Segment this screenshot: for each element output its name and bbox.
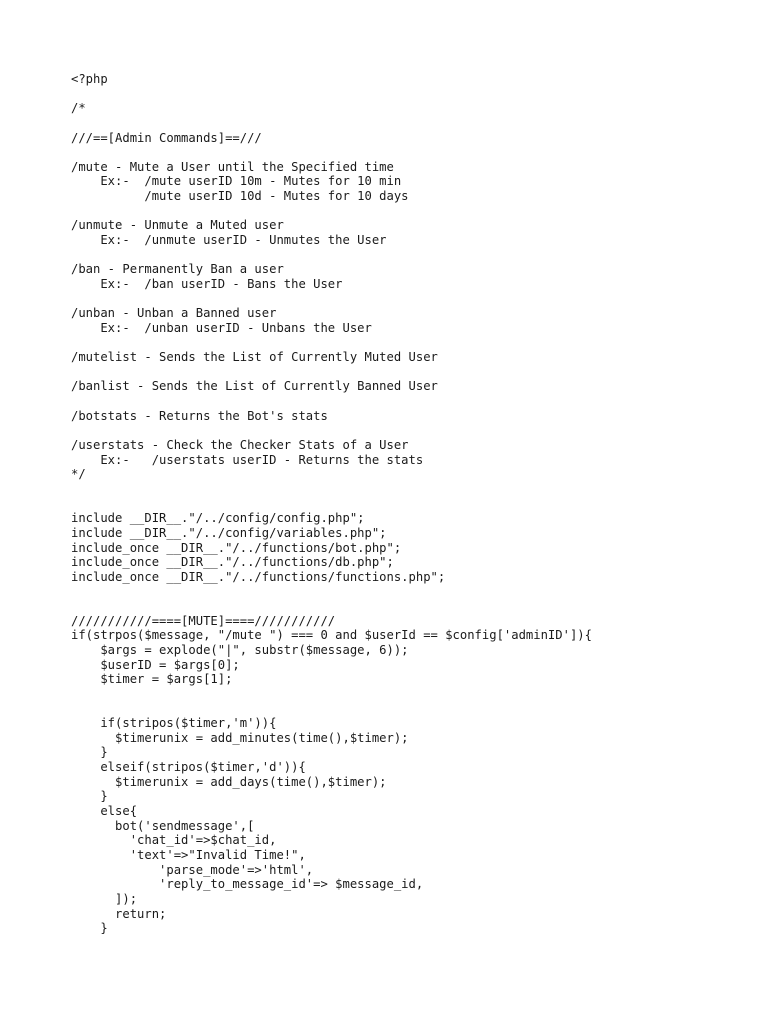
code-line xyxy=(71,87,592,102)
code-line xyxy=(71,204,592,219)
code-line: include_once __DIR__."/../functions/bot.php"; xyxy=(71,540,402,555)
code-line: ]); xyxy=(71,891,138,906)
code-line: ///////////====[MUTE]====/////////// xyxy=(71,613,336,628)
code-line: Ex:- /unban userID - Unbans the User xyxy=(71,320,372,335)
code-line: /botstats - Returns the Bot's stats xyxy=(71,408,328,423)
code-line: } xyxy=(71,921,108,936)
code-line: $userID = $args[0]; xyxy=(71,657,240,672)
code-line: $args = explode("|", substr($message, 6)); xyxy=(71,642,409,657)
code-line: 'text'=>"Invalid Time!", xyxy=(71,847,306,862)
code-line: /unban - Unban a Banned user xyxy=(71,306,277,321)
code-line xyxy=(71,584,592,599)
code-line: /unmute - Unmute a Muted user xyxy=(71,218,284,233)
code-line xyxy=(71,599,592,614)
code-line: /mutelist - Sends the List of Currently Muted User xyxy=(71,350,438,365)
code-block xyxy=(71,72,592,936)
code-line: if(strpos($message, "/mute ") === 0 and $userId == $config['adminID']){ xyxy=(71,628,592,643)
code-line xyxy=(71,394,592,409)
code-line xyxy=(71,497,592,512)
code-line: Ex:- /ban userID - Bans the User xyxy=(71,276,343,291)
code-line: elseif(stripos($timer,'d')){ xyxy=(71,760,306,775)
code-line: ///==[Admin Commands]==/// xyxy=(71,130,262,145)
code-line: /mute userID 10d - Mutes for 10 days xyxy=(71,189,409,204)
code-line: $timer = $args[1]; xyxy=(71,672,233,687)
code-line: } xyxy=(71,789,108,804)
code-line xyxy=(71,116,592,131)
code-line: 'parse_mode'=>'html', xyxy=(71,862,314,877)
code-line: $timerunix = add_days(time(),$timer); xyxy=(71,774,387,789)
code-line xyxy=(71,482,592,497)
code-line: return; xyxy=(71,906,167,921)
code-line: } xyxy=(71,745,108,760)
code-line: Ex:- /unmute userID - Unmutes the User xyxy=(71,233,387,248)
code-line: bot('sendmessage',[ xyxy=(71,818,255,833)
code-line xyxy=(71,292,592,307)
code-line xyxy=(71,365,592,380)
code-line: <?php xyxy=(71,72,108,86)
code-line xyxy=(71,687,592,702)
code-line: 'chat_id'=>$chat_id, xyxy=(71,833,277,848)
code-line: /userstats - Check the Checker Stats of a User xyxy=(71,438,409,453)
code-line: Ex:- /mute userID 10m - Mutes for 10 min xyxy=(71,174,402,189)
code-line xyxy=(71,702,592,717)
code-line: if(stripos($timer,'m')){ xyxy=(71,716,277,731)
code-line xyxy=(71,145,592,160)
code-line: Ex:- /userstats userID - Returns the stats xyxy=(71,452,424,467)
code-line: include_once __DIR__."/../functions/db.php"; xyxy=(71,555,394,570)
code-line xyxy=(71,248,592,263)
code-line: $timerunix = add_minutes(time(),$timer); xyxy=(71,730,409,745)
code-line: include __DIR__."/../config/variables.php"; xyxy=(71,525,387,540)
code-line: else{ xyxy=(71,804,138,819)
code-line: 'reply_to_message_id'=> $message_id, xyxy=(71,877,424,892)
code-line: /mute - Mute a User until the Specified time xyxy=(71,159,394,174)
code-line: include __DIR__."/../config/config.php"; xyxy=(71,511,365,526)
code-line: /banlist - Sends the List of Currently Banned User xyxy=(71,379,438,394)
code-line: /* xyxy=(71,101,86,116)
code-line: */ xyxy=(71,467,86,482)
code-line xyxy=(71,423,592,438)
code-line xyxy=(71,336,592,351)
code-line: /ban - Permanently Ban a user xyxy=(71,262,284,277)
code-line: include_once __DIR__."/../functions/functions.php"; xyxy=(71,569,446,584)
